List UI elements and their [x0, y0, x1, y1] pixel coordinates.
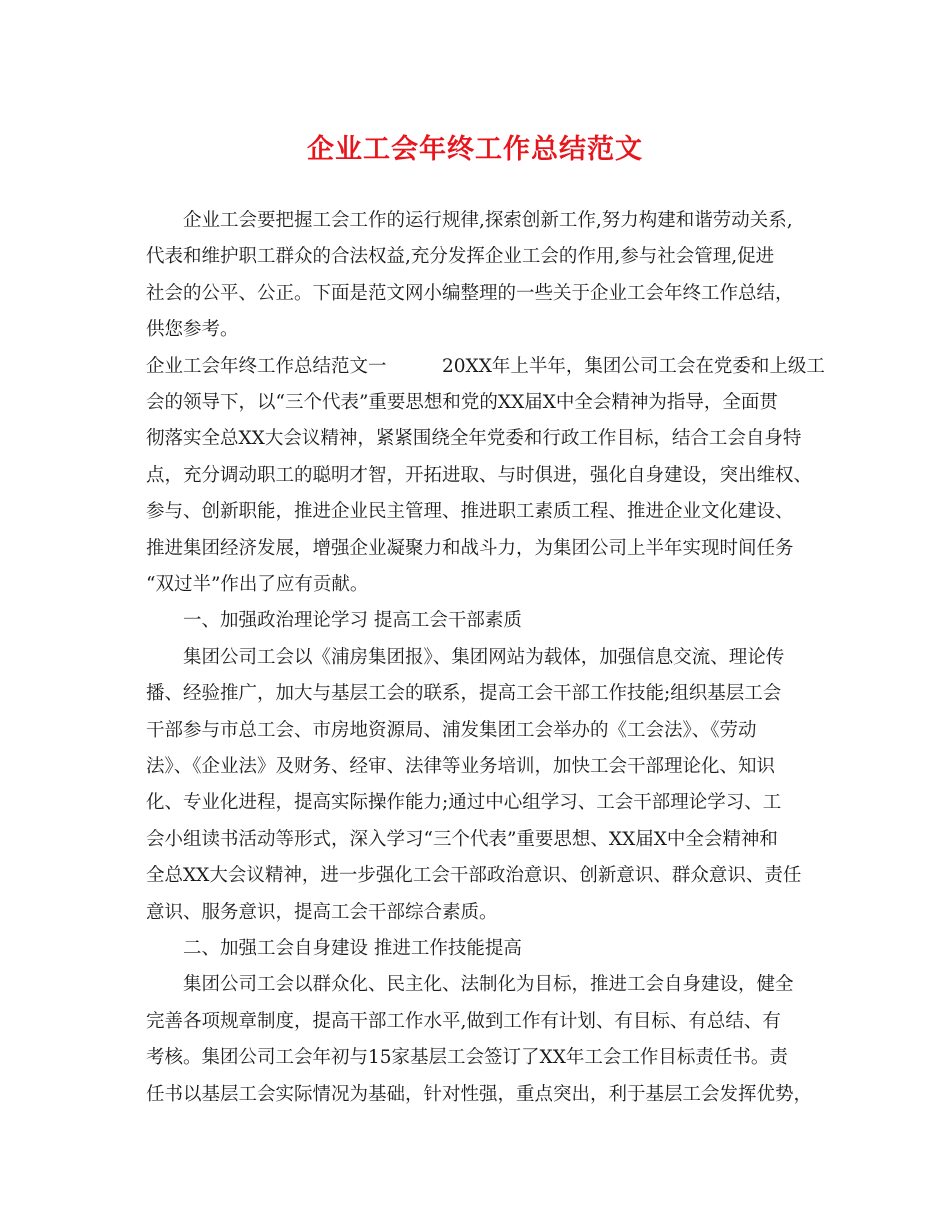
text-line: “双过半”作出了应有贡献。: [146, 574, 369, 595]
text-line: 完善各项规章制度，提高干部工作水平,做到工作有计划、有目标、有总结、有: [146, 1011, 781, 1032]
text-line: 会的领导下，以“三个代表”重要思想和党的XX届X中全会精神为指导，全面贯: [146, 392, 778, 413]
text-line: 法》、《企业法》及财务、经审、法律等业务培训，加快工会干部理论化、知识: [146, 756, 776, 777]
text-line: 参与、创新职能，推进企业民主管理、推进职工素质工程、推进企业文化建设、: [146, 501, 794, 522]
section-heading: 一、加强政治理论学习 提高工会干部素质: [146, 610, 522, 631]
text-line: 全总XX大会议精神，进一步强化工会干部政治意识、创新意识、群众意识、责任: [146, 865, 802, 886]
text-line: 社会的公平、公正。下面是范文网小编整理的一些关于企业工会年终工作总结，: [146, 283, 794, 304]
text-line: 点，充分调动职工的聪明才智，开拓进取、与时俱进，强化自身建设，突出维权、: [146, 465, 813, 486]
text-line: 考核。集团公司工会年初与15家基层工会签订了XX年工会工作目标责任书。责: [146, 1047, 788, 1068]
text-line: 集团公司工会以群众化、民主化、法制化为目标，推进工会自身建设，健全: [146, 974, 794, 995]
section-heading: 二、加强工会自身建设 推进工作技能提高: [146, 938, 522, 959]
text-line: 任书以基层工会实际情况为基础，针对性强，重点突出，利于基层工会发挥优势，: [146, 1084, 813, 1105]
text-line: 集团公司工会以《浦房集团报》、集团网站为载体，加强信息交流、理论传: [146, 647, 785, 668]
text-line: 代表和维护职工群众的合法权益,充分发挥企业工会的作用,参与社会管理,促进: [146, 246, 775, 267]
text-line: 播、经验推广，加大与基层工会的联系，提高工会干部工作技能;组织基层工会: [146, 683, 782, 704]
text-line: 供您参考。: [146, 319, 239, 340]
text-line: 彻落实全总XX大会议精神，紧紧围绕全年党委和行政工作目标，结合工会自身特: [146, 428, 802, 449]
text-line: 化、专业化进程，提高实际操作能力;通过中心组学习、工会干部理论学习、工: [146, 792, 782, 813]
text-line: 企业工会年终工作总结范文一 20XX年上半年，集团公司工会在党委和上级工: [146, 356, 825, 377]
text-line: 干部参与市总工会、市房地资源局、浦发集团工会举办的《工会法》、《劳动: [146, 720, 757, 741]
text-line: 推进集团经济发展，增强企业凝聚力和战斗力，为集团公司上半年实现时间任务: [146, 538, 794, 559]
text-line: 会小组读书活动等形式，深入学习“三个代表”重要思想、XX届X中全会精神和: [146, 829, 778, 850]
document-title: 企业工会年终工作总结范文: [307, 134, 643, 165]
text-line: 意识、服务意识，提高工会干部综合素质。: [146, 902, 498, 923]
text-line: 企业工会要把握工会工作的运行规律,探索创新工作,努力构建和谐劳动关系,: [146, 210, 793, 231]
